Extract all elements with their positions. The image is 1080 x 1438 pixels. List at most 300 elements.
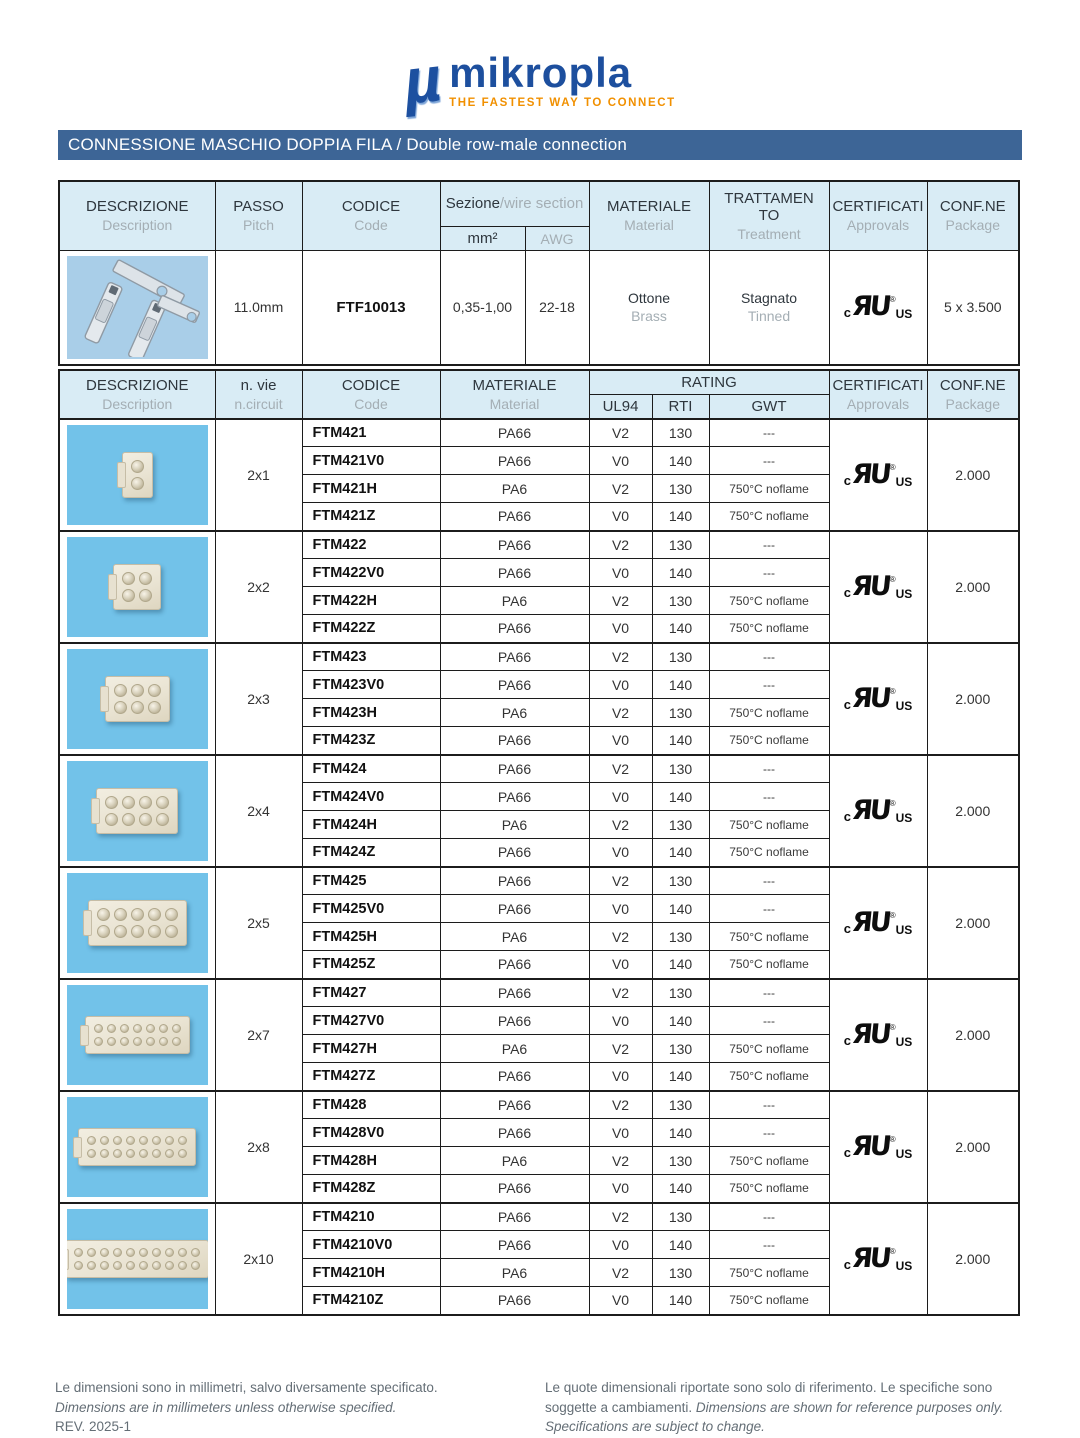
cULus-approval-mark: c ЯU ® US <box>843 291 913 323</box>
material-cell: PA66 <box>440 643 589 671</box>
connector-photo <box>67 1209 208 1309</box>
th-passo: PASSO Pitch <box>215 181 302 251</box>
rti-cell: 140 <box>652 783 709 811</box>
connector-row <box>59 1203 1019 1231</box>
material-cell: PA6 <box>440 1259 589 1287</box>
footer-rev: REV. 2025-1 <box>55 1419 132 1435</box>
rti-cell: 130 <box>652 699 709 727</box>
approval-cell <box>829 643 927 755</box>
rti-cell: 140 <box>652 1287 709 1315</box>
connector-hole <box>87 1149 96 1158</box>
th-sezione: Sezione/wire section <box>440 181 589 227</box>
connector-hole <box>120 1024 129 1033</box>
connector-illustration <box>96 788 178 834</box>
gwt-cell: --- <box>709 783 829 811</box>
rti-cell: 130 <box>652 587 709 615</box>
material-cell: PA66 <box>440 1175 589 1203</box>
gwt-cell: --- <box>709 671 829 699</box>
th2-rating: RATING <box>589 370 829 395</box>
approval-cell <box>829 755 927 867</box>
approval-cell <box>829 979 927 1091</box>
rti-cell: 130 <box>652 1203 709 1231</box>
gwt-cell: --- <box>709 447 829 475</box>
connector-hole <box>87 1261 96 1270</box>
code-cell: FTM428V0 <box>302 1119 440 1147</box>
gwt-cell: --- <box>709 895 829 923</box>
connector-hole <box>133 1024 142 1033</box>
connector-hole <box>97 925 110 938</box>
material-cell: PA6 <box>440 587 589 615</box>
material-cell: PA6 <box>440 811 589 839</box>
approval-cell <box>829 867 927 979</box>
package-cell: 2.000 <box>927 1091 1019 1203</box>
gwt-cell: 750°C noflame <box>709 1063 829 1091</box>
rti-cell: 130 <box>652 755 709 783</box>
th2-descrizione: DESCRIZIONE Description <box>59 370 215 419</box>
connector-hole <box>122 589 135 602</box>
ul94-cell: V2 <box>589 979 652 1007</box>
code-cell: FTM4210Z <box>302 1287 440 1315</box>
code-cell: FTM421H <box>302 475 440 503</box>
footer-right <box>545 1378 1025 1437</box>
rti-cell: 140 <box>652 727 709 755</box>
gwt-cell: 750°C noflame <box>709 1259 829 1287</box>
th2-codice: CODICE Code <box>302 370 440 419</box>
approval-cell <box>829 419 927 531</box>
approval-cell <box>829 531 927 643</box>
rti-cell: 140 <box>652 895 709 923</box>
rti-cell: 130 <box>652 1091 709 1119</box>
cULus-approval-mark: c ЯU ® US <box>843 1130 913 1162</box>
connector-hole <box>165 925 178 938</box>
connector-hole <box>152 1136 161 1145</box>
connector-hole <box>159 1037 168 1046</box>
code-cell: FTM421V0 <box>302 447 440 475</box>
material-cell: Ottone Brass <box>589 251 709 365</box>
connector-hole <box>191 1248 200 1257</box>
connector-illustration <box>113 564 161 610</box>
connector-hole <box>107 1037 116 1046</box>
connector-hole <box>133 1037 142 1046</box>
connector-row <box>59 643 1019 671</box>
material-cell: PA66 <box>440 1007 589 1035</box>
ul94-cell: V2 <box>589 867 652 895</box>
gwt-cell: --- <box>709 867 829 895</box>
connector-hole <box>131 684 144 697</box>
connector-hole <box>131 477 144 490</box>
connector-hole <box>139 572 152 585</box>
connector-photo <box>67 873 208 973</box>
connector-hole <box>114 701 127 714</box>
cULus-approval-mark: c ЯU ® US <box>843 570 913 602</box>
connector-photo <box>67 985 208 1085</box>
connector-row <box>59 419 1019 447</box>
code-cell: FTM425V0 <box>302 895 440 923</box>
connector-row <box>59 1091 1019 1119</box>
nvie-cell: 2x5 <box>215 867 302 979</box>
connector-hole <box>126 1261 135 1270</box>
nvie-cell: 2x2 <box>215 531 302 643</box>
gwt-cell: 750°C noflame <box>709 615 829 643</box>
connector-hole <box>178 1149 187 1158</box>
connector-illustration <box>78 1128 196 1166</box>
ul94-cell: V0 <box>589 1119 652 1147</box>
code-cell: FTM423 <box>302 643 440 671</box>
th2-certificati: CERTIFICATI Approvals <box>829 370 927 419</box>
connector-hole <box>131 460 144 473</box>
connector-hole <box>122 572 135 585</box>
mu-icon: µ <box>400 42 445 118</box>
code-cell: FTM425H <box>302 923 440 951</box>
connector-hole <box>97 908 110 921</box>
material-cell: PA6 <box>440 923 589 951</box>
footer-left <box>55 1378 505 1437</box>
connector-hole <box>105 813 118 826</box>
gwt-cell: 750°C noflame <box>709 1035 829 1063</box>
ul94-cell: V0 <box>589 503 652 531</box>
gwt-cell: --- <box>709 1203 829 1231</box>
connector-hole <box>146 1024 155 1033</box>
gwt-cell: 750°C noflame <box>709 951 829 979</box>
rti-cell: 140 <box>652 1007 709 1035</box>
material-cell: PA66 <box>440 727 589 755</box>
ul94-cell: V0 <box>589 447 652 475</box>
rti-cell: 130 <box>652 1147 709 1175</box>
gwt-cell: --- <box>709 1007 829 1035</box>
terminal-photo <box>67 256 208 359</box>
code-cell: FTM425 <box>302 867 440 895</box>
connector-hole <box>172 1037 181 1046</box>
code-cell: FTM424H <box>302 811 440 839</box>
ul94-cell: V2 <box>589 699 652 727</box>
code-cell: FTM423H <box>302 699 440 727</box>
ul94-cell: V2 <box>589 643 652 671</box>
connector-hole <box>139 1261 148 1270</box>
material-cell: PA66 <box>440 1063 589 1091</box>
th-trattamento: TRATTAMENTO Treatment <box>709 181 829 251</box>
ul94-cell: V0 <box>589 839 652 867</box>
ul94-cell: V2 <box>589 475 652 503</box>
package-cell: 2.000 <box>927 979 1019 1091</box>
connector-hole <box>139 1149 148 1158</box>
code-cell: FTM422Z <box>302 615 440 643</box>
footer-right-en: Dimensions are shown for reference purposes only. Specifications are subject to change. <box>545 1399 1004 1435</box>
rti-cell: 140 <box>652 951 709 979</box>
connector-hole <box>139 1136 148 1145</box>
rti-cell: 140 <box>652 615 709 643</box>
connector-hole <box>165 1261 174 1270</box>
nvie-cell: 2x4 <box>215 755 302 867</box>
connector-hole <box>87 1136 96 1145</box>
rti-cell: 140 <box>652 559 709 587</box>
code-cell: FTM428Z <box>302 1175 440 1203</box>
code-cell: FTM421 <box>302 419 440 447</box>
rti-cell: 130 <box>652 979 709 1007</box>
rti-cell: 130 <box>652 419 709 447</box>
rti-cell: 140 <box>652 1175 709 1203</box>
material-cell: PA66 <box>440 531 589 559</box>
connector-hole <box>126 1136 135 1145</box>
connector-hole <box>146 1037 155 1046</box>
connector-hole <box>126 1248 135 1257</box>
th-awg: AWG <box>525 227 589 251</box>
connector-hole <box>114 925 127 938</box>
gwt-cell: 750°C noflame <box>709 1287 829 1315</box>
rti-cell: 140 <box>652 1063 709 1091</box>
code-cell: FTM4210H <box>302 1259 440 1287</box>
gwt-cell: 750°C noflame <box>709 699 829 727</box>
gwt-cell: 750°C noflame <box>709 475 829 503</box>
gwt-cell: --- <box>709 419 829 447</box>
connector-hole <box>94 1024 103 1033</box>
connector-hole <box>152 1149 161 1158</box>
cULus-approval-mark: c ЯU ® US <box>843 906 913 938</box>
th-mm2: mm² <box>440 227 525 251</box>
code-cell: FTM424 <box>302 755 440 783</box>
connector-hole <box>114 684 127 697</box>
connector-hole <box>113 1248 122 1257</box>
material-cell: PA66 <box>440 1091 589 1119</box>
material-cell: PA66 <box>440 1287 589 1315</box>
rti-cell: 140 <box>652 671 709 699</box>
connector-hole <box>139 796 152 809</box>
terminal-table <box>58 180 1020 366</box>
package-cell: 5 x 3.500 <box>927 251 1019 365</box>
connector-photo-cell <box>59 1091 215 1203</box>
ul94-cell: V0 <box>589 1287 652 1315</box>
gwt-cell: --- <box>709 643 829 671</box>
connector-row <box>59 755 1019 783</box>
code-cell: FTM428H <box>302 1147 440 1175</box>
connector-hole <box>159 1024 168 1033</box>
connector-hole <box>113 1136 122 1145</box>
th-codice: CODICE Code <box>302 181 440 251</box>
th2-confne: CONF.NE Package <box>927 370 1019 419</box>
code-cell: FTM423Z <box>302 727 440 755</box>
rti-cell: 140 <box>652 1231 709 1259</box>
connector-hole <box>100 1149 109 1158</box>
connector-hole <box>165 1248 174 1257</box>
material-cell: PA66 <box>440 447 589 475</box>
treatment-cell: Stagnato Tinned <box>709 251 829 365</box>
package-cell: 2.000 <box>927 755 1019 867</box>
rti-cell: 130 <box>652 923 709 951</box>
connector-hole <box>131 701 144 714</box>
ul94-cell: V0 <box>589 1007 652 1035</box>
approval-cell <box>829 1203 927 1315</box>
brand-tagline: THE FASTEST WAY TO CONNECT <box>449 97 676 110</box>
connector-photo-cell <box>59 1203 215 1315</box>
code-cell: FTM424Z <box>302 839 440 867</box>
connector-hole <box>74 1248 83 1257</box>
th-certificati: CERTIFICATI Approvals <box>829 181 927 251</box>
rti-cell: 130 <box>652 867 709 895</box>
connector-photo <box>67 537 208 637</box>
connector-hole <box>113 1149 122 1158</box>
ul94-cell: V2 <box>589 755 652 783</box>
connector-photo-cell <box>59 755 215 867</box>
material-cell: PA6 <box>440 1147 589 1175</box>
rti-cell: 130 <box>652 475 709 503</box>
connector-hole <box>156 796 169 809</box>
rti-cell: 130 <box>652 1035 709 1063</box>
material-cell: PA66 <box>440 615 589 643</box>
section-title: CONNESSIONE MASCHIO DOPPIA FILA / Double row-male connection <box>68 134 628 154</box>
connector-hole <box>148 908 161 921</box>
connector-photo-cell <box>59 419 215 531</box>
ul94-cell: V2 <box>589 1035 652 1063</box>
material-cell: PA66 <box>440 671 589 699</box>
material-cell: PA66 <box>440 839 589 867</box>
connector-hole <box>131 908 144 921</box>
ul94-cell: V0 <box>589 1175 652 1203</box>
ul94-cell: V2 <box>589 811 652 839</box>
ul94-cell: V0 <box>589 615 652 643</box>
ul94-cell: V2 <box>589 1147 652 1175</box>
gwt-cell: --- <box>709 755 829 783</box>
gwt-cell: --- <box>709 1091 829 1119</box>
connector-hole <box>122 813 135 826</box>
gwt-cell: --- <box>709 1231 829 1259</box>
rti-cell: 130 <box>652 643 709 671</box>
footer-right-it: Le quote dimensionali riportate sono solo di riferimento. Le specifiche sono soggette a cambiamenti. <box>545 1380 993 1415</box>
material-cell: PA66 <box>440 979 589 1007</box>
gwt-cell: 750°C noflame <box>709 923 829 951</box>
ul94-cell: V2 <box>589 1091 652 1119</box>
gwt-cell: 750°C noflame <box>709 839 829 867</box>
connector-hole <box>100 1248 109 1257</box>
code-cell: FTM422V0 <box>302 559 440 587</box>
connector-hole <box>122 796 135 809</box>
connector-photo <box>67 1097 208 1197</box>
code-cell: FTM422 <box>302 531 440 559</box>
terminal-photo-cell <box>59 251 215 365</box>
connector-table <box>58 369 1020 1316</box>
package-cell: 2.000 <box>927 1203 1019 1315</box>
package-cell: 2.000 <box>927 867 1019 979</box>
ul94-cell: V0 <box>589 783 652 811</box>
code-cell: FTF10013 <box>302 251 440 365</box>
material-cell: PA66 <box>440 1231 589 1259</box>
connector-hole <box>114 908 127 921</box>
th2-materiale: MATERIALE Material <box>440 370 589 419</box>
connector-hole <box>191 1261 200 1270</box>
connector-photo <box>67 425 208 525</box>
connector-hole <box>107 1024 116 1033</box>
gwt-cell: --- <box>709 1119 829 1147</box>
code-cell: FTM424V0 <box>302 783 440 811</box>
th2-nvie: n. vie n.circuit <box>215 370 302 419</box>
connector-photo <box>67 649 208 749</box>
th-materiale: MATERIALE Material <box>589 181 709 251</box>
connector-hole <box>152 1261 161 1270</box>
cULus-approval-mark: c ЯU ® US <box>843 458 913 490</box>
gwt-cell: 750°C noflame <box>709 1147 829 1175</box>
gwt-cell: 750°C noflame <box>709 811 829 839</box>
rti-cell: 140 <box>652 839 709 867</box>
code-cell: FTM427Z <box>302 1063 440 1091</box>
connector-hole <box>100 1261 109 1270</box>
connector-hole <box>131 925 144 938</box>
footer-left-it: Le dimensioni sono in millimetri, salvo diversamente specificato. <box>55 1380 438 1395</box>
connector-table-body <box>59 419 1019 1315</box>
ul94-cell: V2 <box>589 587 652 615</box>
ul94-cell: V0 <box>589 727 652 755</box>
th-descrizione: DESCRIZIONE Description <box>59 181 215 251</box>
rti-cell: 140 <box>652 1119 709 1147</box>
code-cell: FTM422H <box>302 587 440 615</box>
pitch-cell: 11.0mm <box>215 251 302 365</box>
connector-hole <box>139 589 152 602</box>
connector-hole <box>113 1261 122 1270</box>
cULus-approval-mark: c ЯU ® US <box>843 1018 913 1050</box>
nvie-cell: 2x7 <box>215 979 302 1091</box>
connector-row <box>59 979 1019 1007</box>
connector-hole <box>126 1149 135 1158</box>
material-cell: PA6 <box>440 475 589 503</box>
section-mm2-cell: 0,35-1,00 <box>440 251 525 365</box>
footer <box>55 1378 1025 1437</box>
connector-hole <box>148 684 161 697</box>
connector-hole <box>178 1261 187 1270</box>
connector-hole <box>120 1037 129 1046</box>
code-cell: FTM4210V0 <box>302 1231 440 1259</box>
ul94-cell: V0 <box>589 1231 652 1259</box>
material-cell: PA66 <box>440 559 589 587</box>
connector-hole <box>165 1136 174 1145</box>
approval-cell <box>829 1091 927 1203</box>
connector-illustration <box>105 676 170 722</box>
gwt-cell: --- <box>709 979 829 1007</box>
connector-hole <box>94 1037 103 1046</box>
material-cell: PA66 <box>440 419 589 447</box>
terminal-row <box>59 251 1019 365</box>
material-cell: PA66 <box>440 867 589 895</box>
connector-photo-cell <box>59 867 215 979</box>
rti-cell: 130 <box>652 811 709 839</box>
package-cell: 2.000 <box>927 531 1019 643</box>
nvie-cell: 2x8 <box>215 1091 302 1203</box>
connector-hole <box>100 1136 109 1145</box>
connector-hole <box>152 1248 161 1257</box>
code-cell: FTM427 <box>302 979 440 1007</box>
connector-hole <box>156 813 169 826</box>
logo <box>58 0 1022 118</box>
ul94-cell: V0 <box>589 951 652 979</box>
connector-hole <box>139 813 152 826</box>
ul94-cell: V2 <box>589 1259 652 1287</box>
code-cell: FTM427V0 <box>302 1007 440 1035</box>
cULus-approval-mark: c ЯU ® US <box>843 794 913 826</box>
material-cell: PA66 <box>440 783 589 811</box>
terminal-illustration <box>67 257 208 357</box>
rti-cell: 140 <box>652 447 709 475</box>
ul94-cell: V0 <box>589 895 652 923</box>
gwt-cell: 750°C noflame <box>709 727 829 755</box>
th-confne: CONF.NE Package <box>927 181 1019 251</box>
connector-hole <box>105 796 118 809</box>
rti-cell: 140 <box>652 503 709 531</box>
material-cell: PA66 <box>440 895 589 923</box>
cULus-approval-mark: c ЯU ® US <box>843 682 913 714</box>
approval-cell <box>829 251 927 365</box>
connector-photo <box>67 761 208 861</box>
th2-gwt: GWT <box>709 394 829 419</box>
connector-hole <box>165 908 178 921</box>
connector-hole <box>74 1261 83 1270</box>
th2-rti: RTI <box>652 394 709 419</box>
material-cell: PA66 <box>440 1119 589 1147</box>
